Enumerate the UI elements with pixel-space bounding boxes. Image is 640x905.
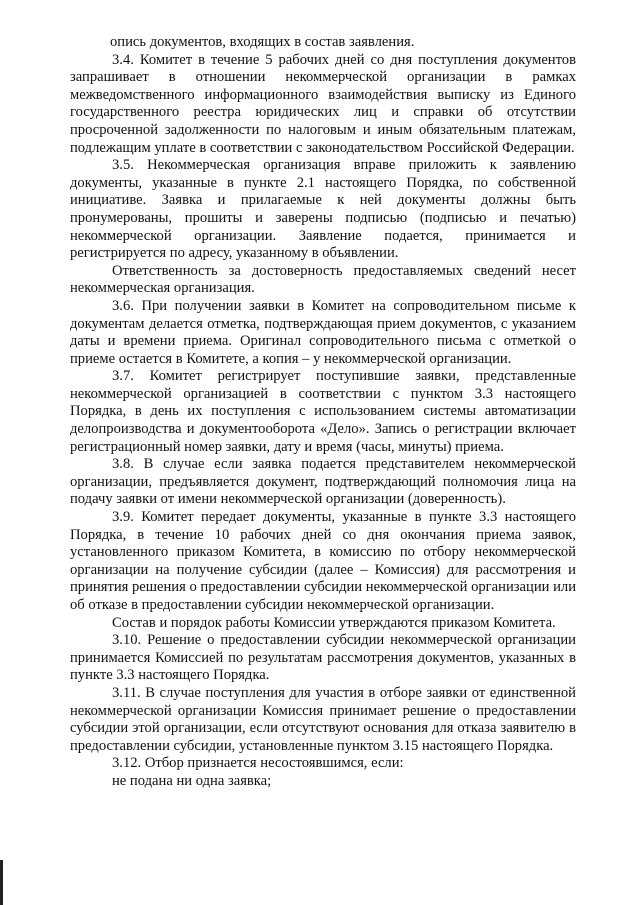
paragraph-3-6: 3.6. При получении заявки в Комитет на сопроводительном письме к документам делается отметка, подтверждающая прием документов, с указанием даты и времени приема. Оригинал сопроводительного письма с отметкой о приеме остается в Комитете, а копия – у некоммерческой организации. bbox=[70, 297, 576, 367]
paragraph-commission-composition: Состав и порядок работы Комиссии утверждаются приказом Комитета. bbox=[112, 614, 556, 631]
paragraph-3-4: 3.4. Комитет в течение 5 рабочих дней со дня поступления документов запрашивает в отношении некоммерческой организации в рамках межведомственного информационного взаимодействия выписку из Единого государственного реестра юридических лиц и справки об отсутствии просроченной задолженности по налоговым и иным обязательным платежам, подлежащим уплате в соответствии с законодательством Российской Федерации. bbox=[70, 51, 576, 156]
paragraph-responsibility: Ответственность за достоверность предоставляемых сведений несет некоммерческая организация. bbox=[70, 262, 576, 297]
paragraph-3-11: 3.11. В случае поступления для участия в отборе заявки от единственной некоммерческой организации Комиссия принимает решение о предоставлении субсидии этой организации, если отсутствуют основания для отказа заявителю в предоставлении субсидии, установленные пунктом 3.15 настоящего Порядка. bbox=[70, 684, 576, 754]
paragraph-3-7: 3.7. Комитет регистрирует поступившие заявки, представленные некоммерческой организацией в соответствии с пунктом 3.3 настоящего Порядка, в день их поступления с использованием системы автоматизации делопроизводства и документооборота «Дело». Запись о регистрации включает регистрационный номер заявки, дату и время (часы, минуты) приема. bbox=[70, 368, 576, 455]
paragraph-no-applications: не подана ни одна заявка; bbox=[112, 772, 272, 789]
paragraph-3-12: 3.12. Отбор признается несостоявшимся, если: bbox=[112, 755, 404, 772]
document-page bbox=[70, 34, 576, 791]
paragraph-3-10: 3.10. Решение о предоставлении субсидии некоммерческой организации принимается Комиссией по результатам рассмотрения документов, указанных в пункте 3.3 настоящего Порядка. bbox=[70, 632, 576, 684]
paragraph-inventory: опись документов, входящих в состав заявления. bbox=[110, 34, 415, 50]
paragraph-3-8: 3.8. В случае если заявка подается представителем некоммерческой организации, предъявляется документ, подтверждающий полномочия лица на подачу заявки от имени некоммерческой организации (доверенность). bbox=[70, 456, 576, 508]
paragraph-3-5: 3.5. Некоммерческая организация вправе приложить к заявлению документы, указанные в пункте 2.1 настоящего Порядка, по собственной инициативе. Заявка и прилагаемые к ней документы должны быть пронумерованы, прошиты и заверены подписью (подписью и печатью) некоммерческой организации. Заявление подается, принимается и регистрируется по адресу, указанному в объявлении. bbox=[70, 157, 576, 262]
paragraph-3-9: 3.9. Комитет передает документы, указанные в пункте 3.3 настоящего Порядка, в течение 10 рабочих дней со дня окончания приема заявок, установленного приказом Комитета, в комиссию по отбору некоммерческой организации на получение субсидии (далее – Комиссия) для рассмотрения и принятия решения о предоставлении субсидии некоммерческой организации или об отказе в предоставлении субсидии некоммерческой организации. bbox=[70, 509, 576, 613]
scan-edge-mark bbox=[0, 860, 3, 905]
